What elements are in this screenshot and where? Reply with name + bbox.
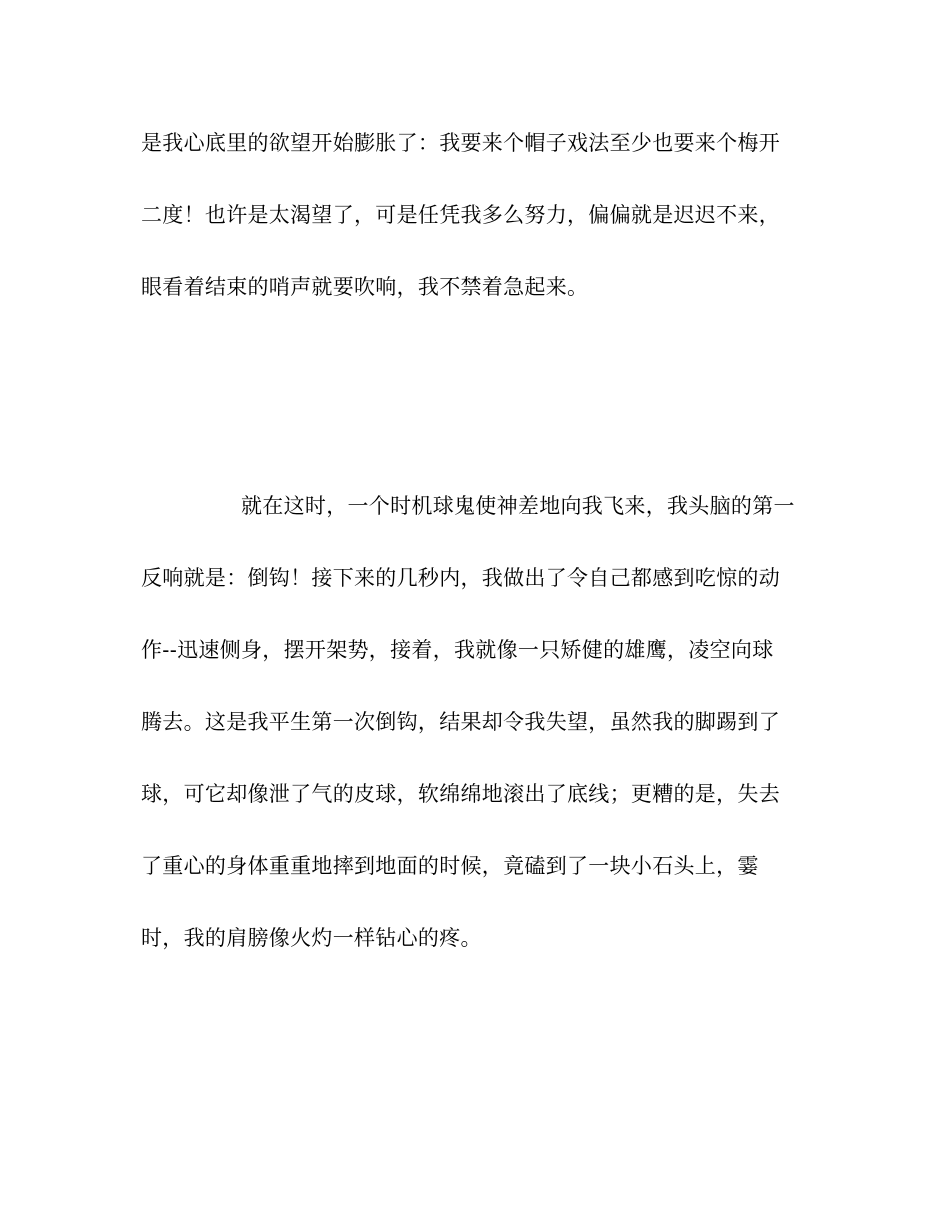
paragraph-line: 眼看着结束的哨声就要吹响，我不禁着急起来。 [141,275,589,299]
paragraph-line: 腾去。这是我平生第一次倒钩，结果却令我失望，虽然我的脚踢到了 [141,710,780,734]
paragraph-line: 反响就是：倒钩！接下来的几秒内，我做出了令自己都感到吃惊的动 [141,566,780,590]
paragraph-line: 时，我的肩膀像火灼一样钻心的疼。 [141,926,482,950]
paragraph-line: 了重心的身体重重地摔到地面的时候，竟磕到了一块小石头上，霎 [141,854,759,878]
paragraph-line: 作--迅速侧身，摆开架势，接着，我就像一只矫健的雄鹰，凌空向球 [141,638,774,662]
paragraph-line: 二度！也许是太渴望了，可是任凭我多么努力，偏偏就是迟迟不来， [141,203,780,227]
paragraph-line: 就在这时，一个时机球鬼使神差地向我飞来，我头脑的第一 [241,494,795,518]
paragraph-line: 球，可它却像泄了气的皮球，软绵绵地滚出了底线；更糟的是，失去 [141,782,780,806]
paragraph-line: 是我心底里的欲望开始膨胀了：我要来个帽子戏法至少也要来个梅开 [141,131,780,155]
